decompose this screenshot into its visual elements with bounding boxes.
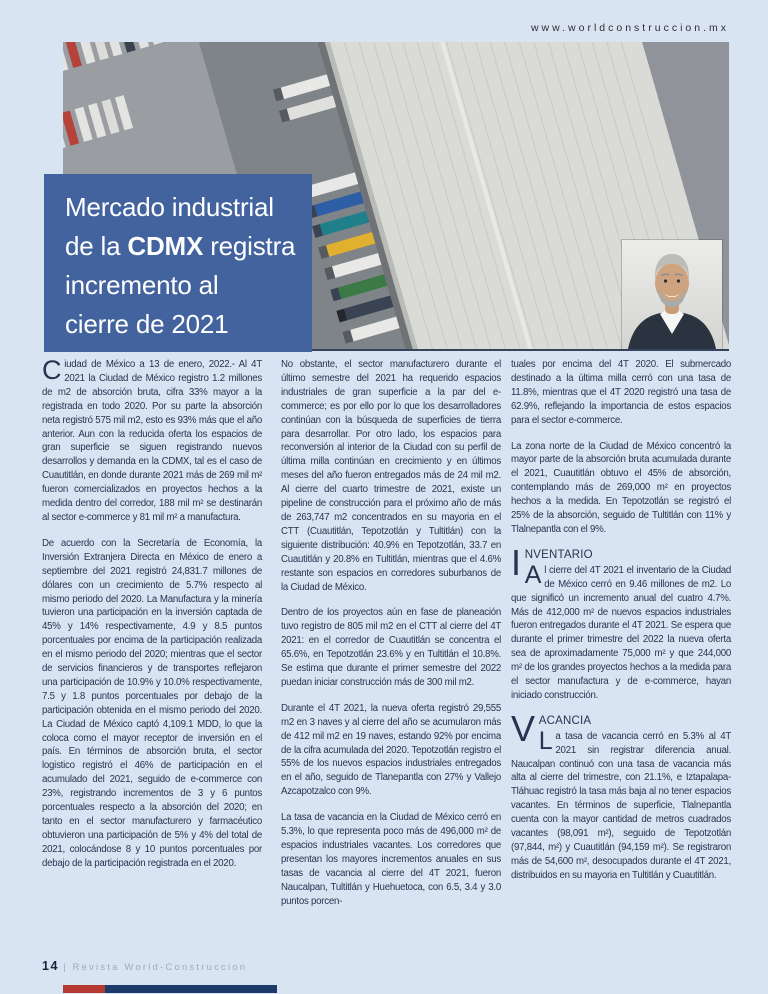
paragraph-text: l cierre del 4T 2021 el inventario de la Ciudad de México cerró en 9.46 millones de m2. Lo que significó un incremento anual del cuatro 4.7%. Más de 412,000 m² de nuevos espacios industriales fueron entregados durante el 4T 2021. Se espera que durante el primer trimestre del 2022 la nueva oferta sea de aproximadamente 75,000 m² y que 244,000 m² de los grandes proyectos hechos a la medida para el sector manufactura y de e-commerce, hayan iniciado construcción.	[511, 564, 731, 701]
title-line-2-bold: CDMX	[127, 231, 204, 261]
section-vacancia	[511, 707, 731, 883]
drop-cap: C	[42, 355, 62, 385]
paragraph: Dentro de los proyectos aún en fase de planeación tuvo registro de 805 mil m2 en el CTT al cierre del 4T 2021: en el corredor de Cuautitlán se concentra el 65.6%, en Tepotzotlán 23.6% y en Tultitlán el 10.8%. Se estima que durante el primer semestre del 2022 puedan iniciar construcción más de 300 mil m2.	[281, 607, 501, 688]
paragraph: De acuerdo con la Secretaría de Economía, la Inversión Extranjera Directa en México de enero a septiembre del 2021 registró 24,831.7 millones de dólares con un crecimiento de 5.7% respecto al mismo periodo del 2020. La Manufactura y la minería tuvieron una participación en la inversión captada de 45% y 14% respectivamente, 4.9 y 8.5 puntos porcentuales por encima de la participación realizada en el mismo periodo del 2020; mientras que el sector de servicios financieros y de transportes reflejaron una participación de 10.9% y 10.0% respectivamente, 7.5 y 1.8 puntos porcentuales por debajo de la participación obtenida en el mismo periodo del 2020. La Ciudad de México captó 4,109.1 MDD, lo que la coloca como el mayor receptor de inversión en el país. En términos de absorción bruta, el sector logistico registró el 46% de participación en el acumulado del 2021, seguido de e-commerce con 23%, registrando incrementos de 3 y 6 puntos porcentuales respecto a la absorción del 2020; en tanto en el sector manufacturero y farmacéutico obtuvieron una participación de 5% y 4% del total de 2021, colocándose 8 y 10 puntos porcentuales por debajo de la participación registrada en el 2020.	[42, 537, 262, 869]
paragraph	[511, 726, 731, 883]
paragraph-text: a tasa de vacancia cerró en 5.3% al 4T 2021 sin registrar diferencia anual. Naucalpan continuó con una tasa de vacancia más alta al cierre del trimestre, con 21.1%, e Iztapalapa-Tláhuac registró la tasa más baja al no tener espacios vacantes. En términos de superficie, Tlalnepantla cuenta con la mayor cantidad de metros cuadrados vacantes (98,091 m²), seguido de Tepotzotlán (97,844, m²) y Cuautitlán (94,159 m²). Se registraron más de 54,600 m², desocupados durante el 4T 2021, distribuidos en su mayoria en Tultitlán y Cuautitlán.	[511, 730, 731, 881]
footer-bar-red	[63, 985, 105, 993]
title-line-2-pre: de la	[65, 231, 128, 261]
paragraph: La tasa de vacancia en la Ciudad de México cerró en 5.3%, lo que representa poco más de 496,000 m² de espacios industriales vacantes. Los corredores que presentan los mayores incrementos anuales en sus tasas de vacancia al cierre del 4T 2021, fueron Naucalpan, Tultitlán y Huehuetoca, con 6.5, 3.4 y 3.0 puntos porcen-	[281, 812, 501, 907]
title-line-3: incremento al	[65, 270, 219, 300]
author-portrait-photo	[622, 240, 722, 349]
paragraph: tuales por encima del 4T 2020. El submercado destinado a la última milla cerró con una tasa de 11.8%, mientras que el 4T 2020 registró una tasa de 62.9%, reflejando la importancia de estos espacios para el sector e-commerce.	[511, 359, 731, 426]
column-1	[42, 355, 262, 883]
footer-bar	[63, 985, 277, 993]
section-heading-inventario: NVENTARIO	[524, 548, 593, 561]
title-line-1: Mercado industrial	[65, 192, 274, 222]
column-3	[511, 358, 731, 895]
section-initial-letter: V	[511, 707, 535, 749]
paragraph	[511, 560, 731, 703]
man-portrait-image	[622, 240, 722, 349]
website-url: www.worldconstruccion.mx	[530, 22, 729, 34]
paragraph: Durante el 4T 2021, la nueva oferta registró 29,555 m2 en 3 naves y al cierre del año se acumularon más de 412 mil m2 en 19 naves, estando 92% por encima de la cifra acumulada del 2020. Tepotzotlán registro el 55% de los nuevos espacios industriales entregados en el año, seguido de Tlanepantla con 27% y Vallejo Azcapotzalco con 9%.	[281, 702, 501, 798]
footer-bar-navy	[105, 985, 277, 993]
title-line-2-post: registra	[203, 231, 296, 261]
paragraph: La zona norte de la Ciudad de México concentró la mayor parte de la absorción bruta acumulada durante el 2021, Cuautitlán obtuvo el 45% de absorción, contemplando más de 269,000 m² en proyectos hechos a la medida. En Tepotzotlán se registró el 25% de la absorción, seguido de Tultitlán con 11% y Tlalnepantla con el 9%.	[511, 440, 731, 535]
article-title-box	[44, 174, 312, 352]
footer-separator: |	[63, 962, 69, 973]
article-title	[44, 174, 312, 344]
page-number: 14	[42, 959, 59, 973]
title-line-4: cierre de 2021	[65, 309, 229, 339]
paragraph-text: iudad de México a 13 de enero, 2022.- Al 4T 2021 la Ciudad de México registro 1.2 millones de m2 de absorción bruta, cifra 33% mayor a la registrada en todo 2020. Por su parte la absorción neta registró 575 mil m2, esto es 93% más que el año anterior. Aun con la reducida oferta los espacios de gran superficie se siguen registrando nuevos desarrollos y demanda en la CDMX, tal es el caso de Cuautitlán, en donde durante 2021 más de 269 mil m² fueron comercializados en proyectos hechos a la medida dentro del corredor, 188 mil m² se destinarán al sector e-commerce y 81 mil m² a manufactura.	[42, 359, 262, 523]
drop-cap: L	[538, 726, 553, 755]
column-2	[281, 358, 501, 921]
magazine-name: Revista World-Construccion	[72, 962, 248, 973]
paragraph	[42, 355, 262, 525]
paragraph: No obstante, el sector manufacturero durante el último semestre del 2021 ha requerido espacios industriales de gran superficie a la par del e-commerce; es por ello por lo que los desarrolladores continúan con la búsqueda de superficies de tierra para desarrollar. Por otro lado, los espacios para reconversión al interior de la Ciudad con su perfil de última milla continúan en crecimiento y en últimos meses del año fueron entregados más de 24 mil m2. Al cierre del cuarto trimestre de 2021, existe un pipeline de construcción para el próximo año de más de 263,747 m2 concentrados en su mayoria en el CTT (Cuautitlán, Tepotzotlán y Tultitlán) con la siguiente distribución: 40.9% en Tepotzotlán, 33.7 en Cuautitlán y 20.8% en Tultitlán, mientras que el 4.6% restante son espacios en corredores suburbanos de la Ciudad de México.	[281, 359, 501, 593]
section-initial-letter: I	[511, 541, 521, 583]
section-inventario	[511, 541, 731, 703]
section-heading-vacancia: ACANCIA	[538, 714, 592, 727]
drop-cap: A	[524, 560, 542, 589]
footer	[42, 957, 247, 975]
